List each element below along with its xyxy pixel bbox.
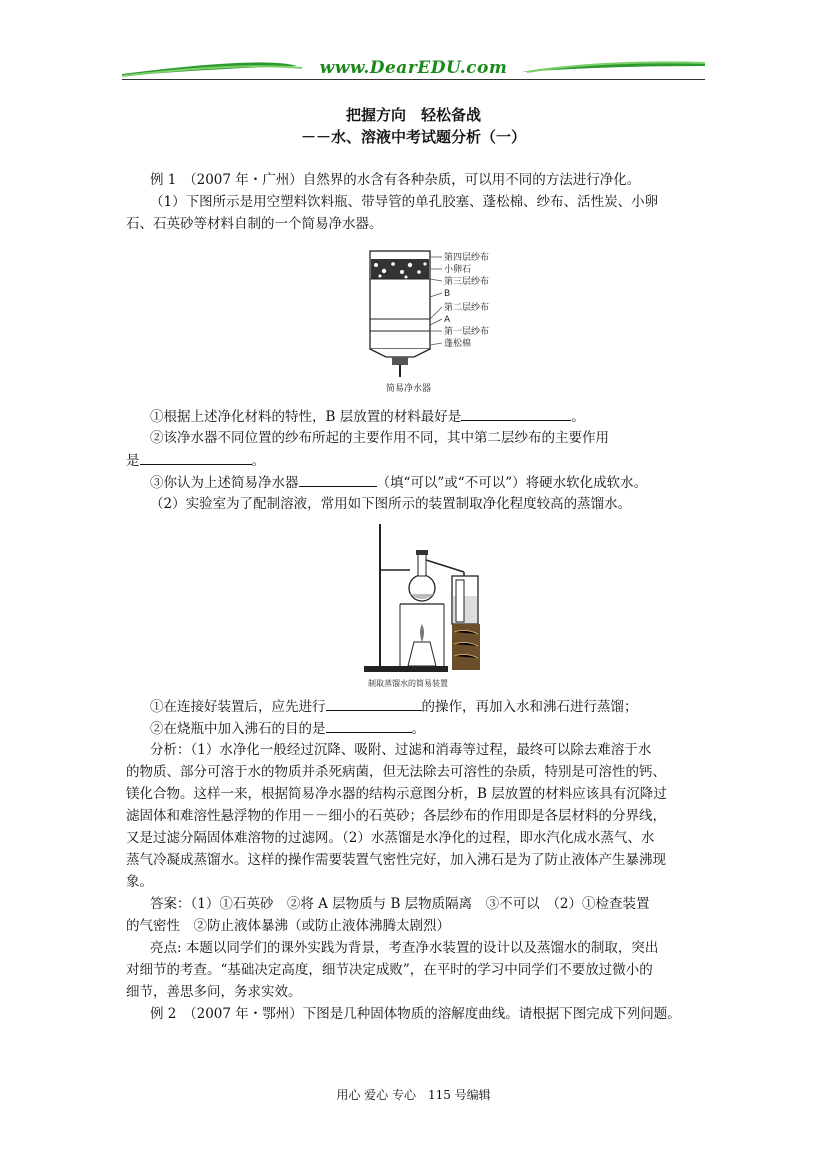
answer-line: 答案：（1）①石英砂 ②将 A 层物质与 B 层物质隔离 ③不可以 （2）①检查装置 (150, 896, 650, 912)
page-subtitle: －－水、溶液中考试题分析（一） (300, 128, 526, 146)
fig1-label-layer4: 第四层纱布 (444, 253, 490, 263)
fig1-label-a: A (444, 315, 451, 325)
question-s2-line2: 是 。 (126, 450, 265, 471)
analysis-line: 镁化合物。这样一来，根据简易净水器的结构示意图分析，B 层放置的材料应该具有沉降过 (126, 786, 667, 802)
distillation-figure (360, 520, 490, 690)
site-logo-text: www.DearEDU.com (316, 58, 512, 78)
analysis-line: 滤固体和难溶性悬浮物的作用－－细小的石英砂；各层纱布的作用即是各层材料的分界线， (126, 808, 666, 824)
example1-q1-line1: （1）下图所示是用空塑料饮料瓶、带导管的单孔胶塞、蓬松棉、纱布、活性炭、小卵 (150, 194, 659, 210)
page-title: 把握方向 轻松备战 (345, 106, 481, 124)
header-rule (122, 79, 705, 80)
analysis-line: 又是过滤分隔固体难溶物的过滤网。（2）水蒸馏是水净化的过程，即水汽化成水蒸气、水 (126, 830, 655, 846)
example2-intro: 例 2 （2007 年・鄂州）下图是几种固体物质的溶解度曲线。请根据下图完成下列问题。 (150, 1006, 681, 1022)
question-s4: ①在连接好装置后，应先进行 的操作，再加入水和沸石进行蒸馏； (150, 696, 638, 717)
question-s1: ①根据上述净化材料的特性，B 层放置的材料最好是 。 (150, 406, 585, 427)
fig1-caption: 简易净水器 (386, 384, 432, 394)
answer-blank-5[interactable] (326, 718, 412, 733)
fig1-label-layer3: 第三层纱布 (444, 277, 490, 287)
highlight-line: 细节，善思多问，务求实效。 (126, 984, 302, 1000)
water-purifier-figure (358, 245, 518, 395)
question-s5: ②在烧瓶中加入沸石的目的是 。 (150, 718, 425, 739)
fig2-caption: 制取蒸馏水的简易装置 (368, 679, 448, 688)
answer-blank-4[interactable] (326, 696, 422, 711)
example1-q1-line2: 石、石英砂等材料自制的一个简易净水器。 (126, 216, 383, 232)
answer-blank-1[interactable] (461, 406, 571, 421)
page-footer: 用心 爱心 专心 115 号编辑 (336, 1088, 491, 1102)
question-s2-line1: ②该净水器不同位置的纱布所起的主要作用不同，其中第二层纱布的主要作用 (150, 430, 609, 446)
fig1-label-cotton: 蓬松棉 (444, 339, 472, 349)
fig1-label-pebbles: 小卵石 (444, 265, 472, 275)
example1-intro: 例 1 （2007 年・广州）自然界的水含有各种杂质，可以用不同的方法进行净化。 (150, 172, 641, 188)
answer-blank-3[interactable] (299, 472, 377, 487)
question-s3: ③你认为上述简易净水器 （填“可以”或“不可以”）将硬水软化成软水。 (150, 472, 647, 493)
analysis-line: 象。 (126, 874, 153, 890)
answer-line: 的气密性 ②防止液体暴沸（或防止液体沸腾太剧烈） (126, 918, 450, 934)
fig1-label-layer2: 第二层纱布 (444, 303, 490, 313)
fig1-label-layer1: 第一层纱布 (444, 327, 490, 337)
answer-blank-2[interactable] (140, 450, 252, 465)
analysis-line: 分析：（1）水净化一般经过沉降、吸附、过滤和消毒等过程，最终可以除去难溶于水 (150, 742, 652, 758)
analysis-line: 蒸气冷凝成蒸馏水。这样的操作需要装置气密性完好，加入沸石是为了防止液体产生暴沸现 (126, 852, 666, 868)
example1-q2: （2）实验室为了配制溶液，常用如下图所示的装置制取净化程度较高的蒸馏水。 (150, 496, 632, 512)
header-banner (122, 54, 705, 82)
highlight-line: 对细节的考查。“基础决定高度，细节决定成败”，在平时的学习中同学们不要放过微小的 (126, 962, 653, 978)
analysis-line: 的物质、部分可溶于水的物质并杀死病菌，但无法除去可溶性的杂质，特别是可溶性的钙、 (126, 764, 666, 780)
highlight-line: 亮点: 本题以同学们的课外实践为背景，考查净水装置的设计以及蒸馏水的制取，突出 (150, 940, 659, 956)
fig1-label-b: B (444, 289, 451, 299)
